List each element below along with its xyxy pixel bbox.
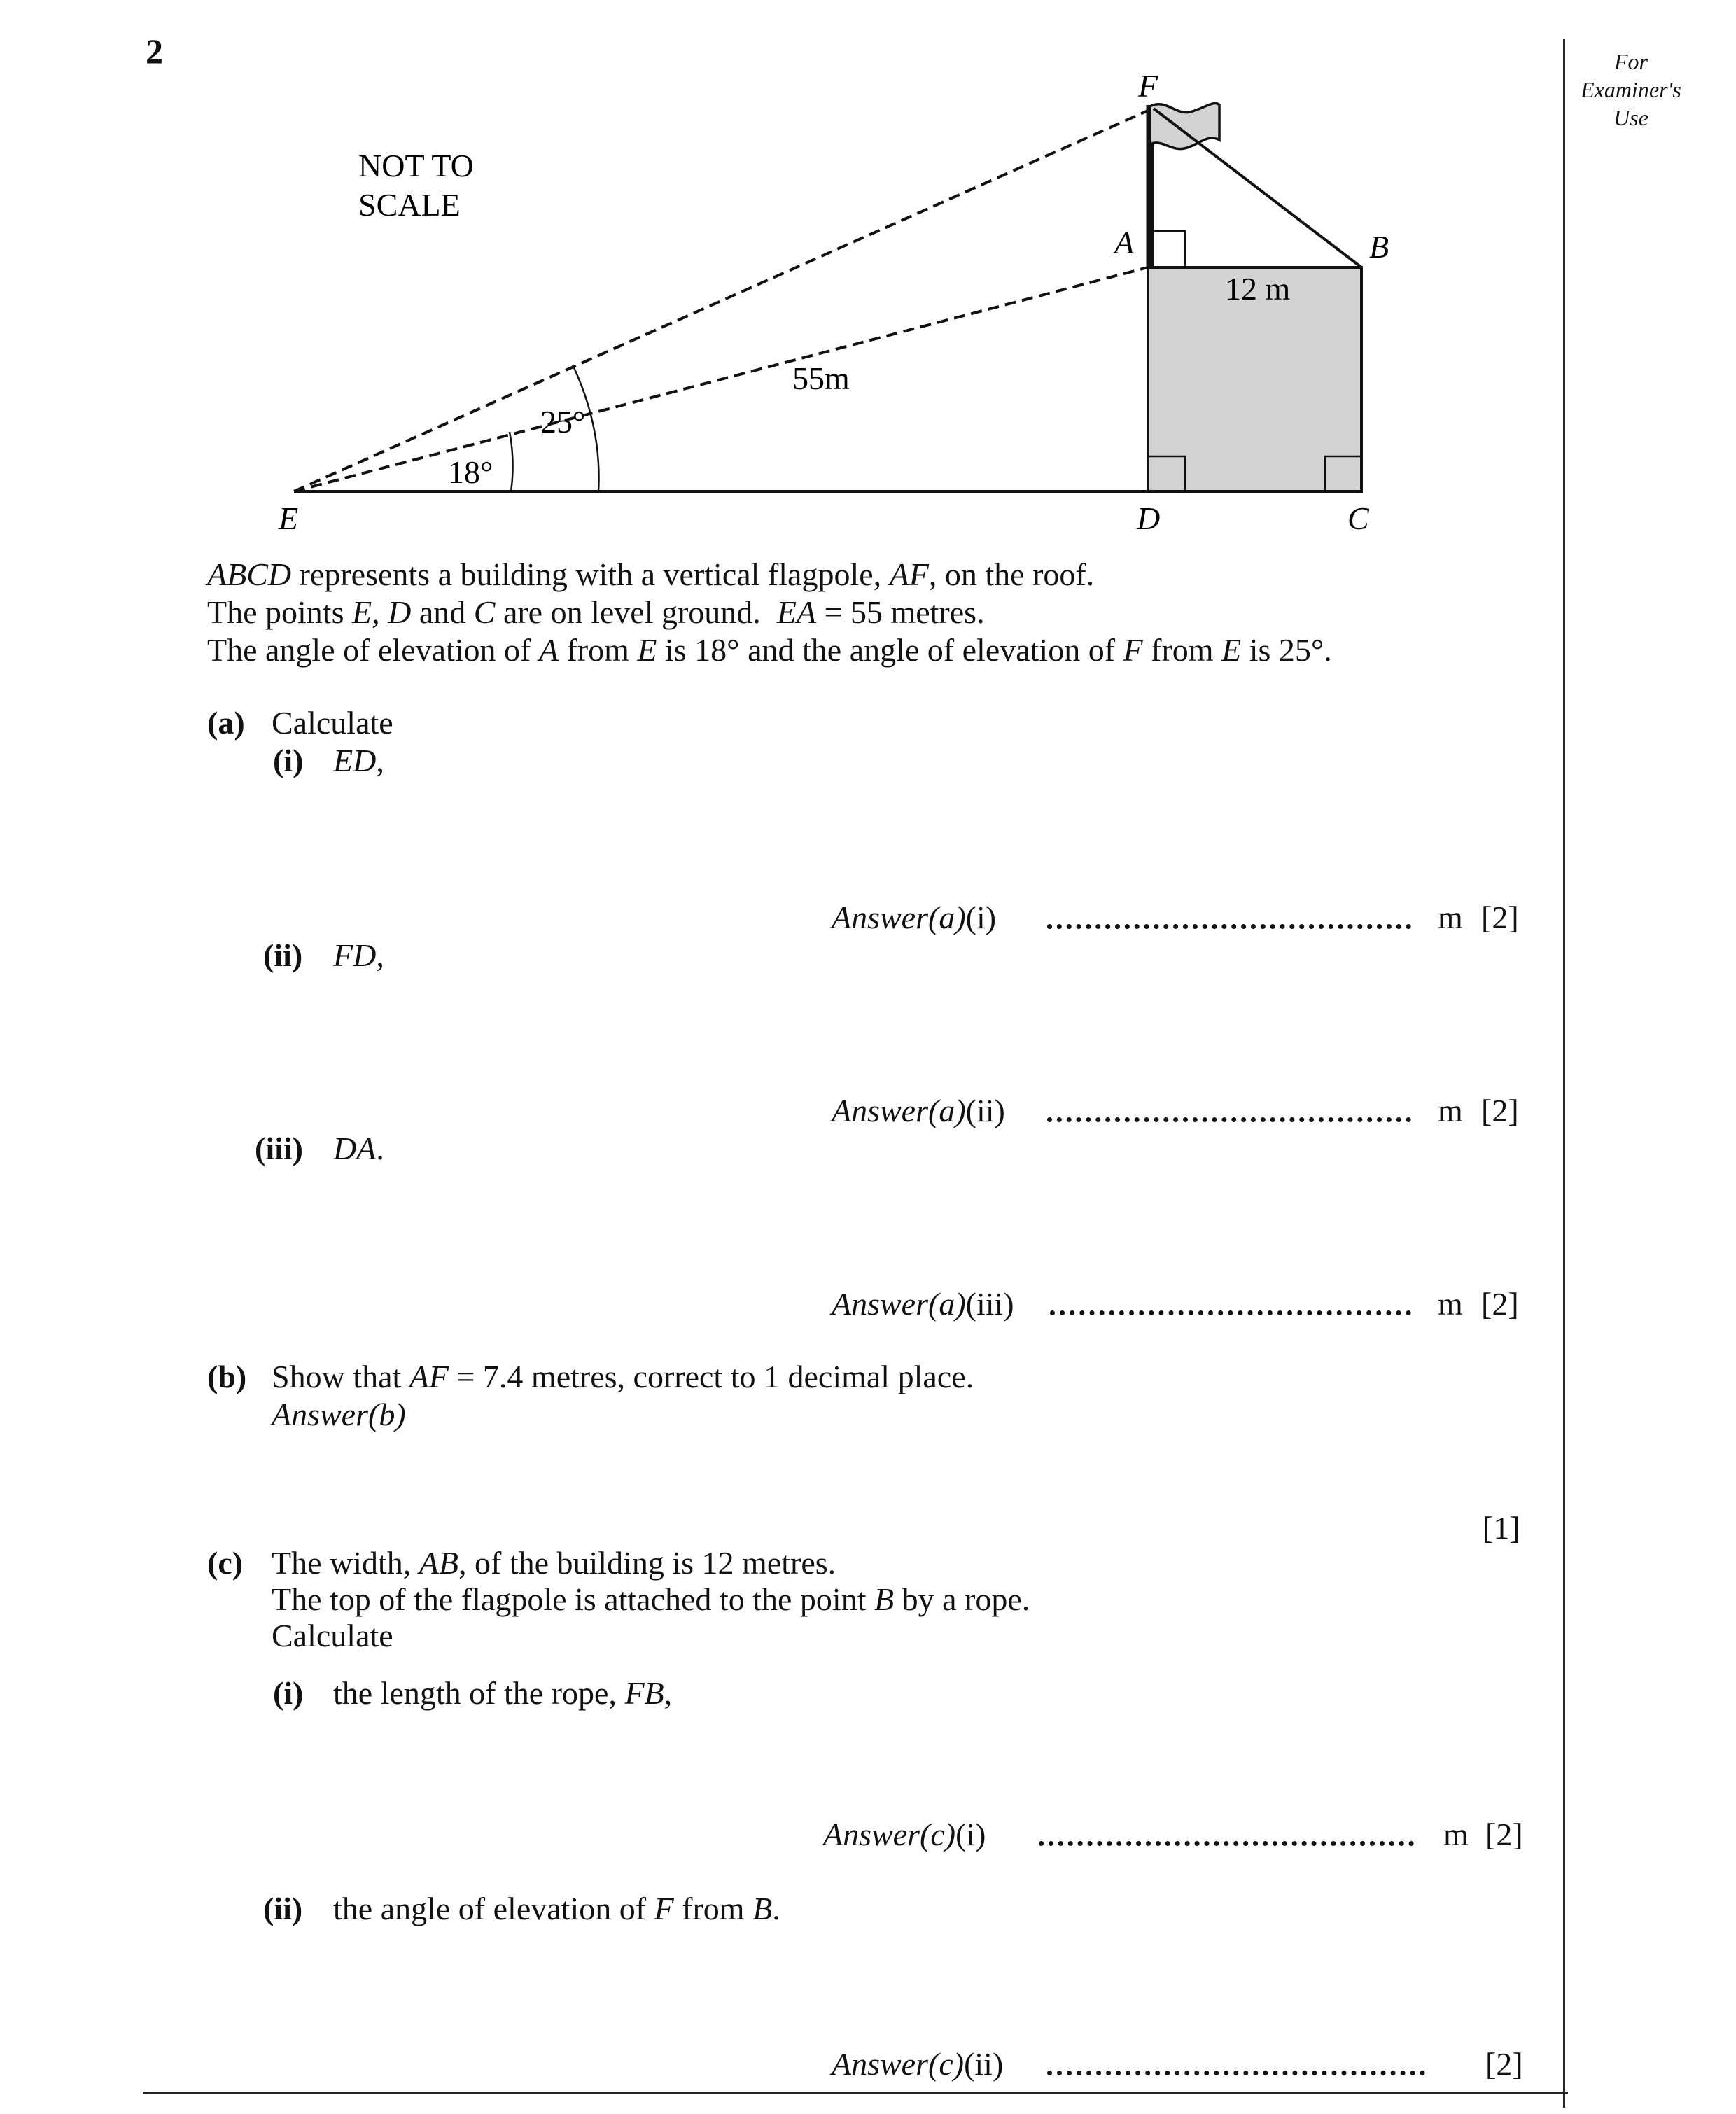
answer-a-i-label xyxy=(832,899,996,937)
not-to-scale-line-1: NOT TO xyxy=(358,148,474,183)
part-c-line-1 xyxy=(272,1544,836,1582)
part-b-text-b: AF xyxy=(409,1359,449,1394)
answer-c-ii-label xyxy=(832,2045,1003,2083)
intro-text: is 25°. xyxy=(1241,632,1332,668)
part-c-i-italic: FB xyxy=(624,1675,664,1711)
answer-a-i-unit: m xyxy=(1438,899,1463,935)
part-b-text xyxy=(272,1358,974,1396)
label-E: E xyxy=(279,500,299,536)
part-c-label: (c) xyxy=(207,1545,244,1581)
intro-line-2 xyxy=(207,594,985,631)
answer-c-ii-field[interactable] xyxy=(1047,2071,1425,2076)
part-b-answer-label: Answer(b) xyxy=(272,1396,406,1432)
intro-text: E xyxy=(1222,632,1242,668)
answer-a-i-marks: [2] xyxy=(1481,899,1519,935)
answer-label: Answer(a) xyxy=(832,899,966,935)
answer-c-i-marks: [2] xyxy=(1485,1816,1523,1852)
answer-a-ii-label xyxy=(832,1092,1005,1130)
part-a-label: (a) xyxy=(207,705,245,741)
part-a-iii-punct: . xyxy=(376,1130,384,1166)
length-label-EA: 55m xyxy=(792,360,850,396)
part-c-i-punct: , xyxy=(664,1675,673,1711)
part-c-i-text xyxy=(333,1674,672,1712)
part-c-ii-text xyxy=(333,1890,780,1928)
answer-suffix: (i) xyxy=(965,899,997,935)
part-a-i-text xyxy=(333,742,384,780)
intro-text: EA xyxy=(776,594,817,630)
label-D: D xyxy=(1137,500,1161,536)
part-a-iii-italic: DA xyxy=(333,1130,377,1166)
part-c-ii-plain-2: from xyxy=(673,1891,753,1926)
answer-a-iii-unit: m xyxy=(1438,1286,1463,1322)
intro-text: F xyxy=(1123,632,1143,668)
intro-text: , on the roof. xyxy=(928,556,1095,592)
intro-text: ABCD xyxy=(207,556,292,592)
part-c-ii-italic: F xyxy=(654,1891,674,1926)
angle-label-18: 18° xyxy=(448,454,493,490)
intro-line-1 xyxy=(207,556,1094,594)
part-c-ii-italic-2: B xyxy=(752,1891,773,1926)
part-c-text: The top of the flagpole is attached to the point xyxy=(272,1581,874,1617)
part-c-text: B xyxy=(874,1581,895,1617)
part-b-marks: [1] xyxy=(1483,1510,1520,1546)
part-a-i-punct: , xyxy=(376,743,384,778)
label-A: A xyxy=(1114,225,1135,260)
part-c-text: by a rope. xyxy=(894,1581,1030,1617)
answer-suffix: (ii) xyxy=(964,2046,1004,2082)
length-label-AB: 12 m xyxy=(1225,271,1291,307)
intro-text: represents a building with a vertical flagpole, xyxy=(291,556,890,592)
intro-text: AF xyxy=(889,556,929,592)
part-a-i-italic: ED xyxy=(333,743,377,778)
answer-a-iii-label xyxy=(832,1285,1014,1323)
answer-c-ii-marks: [2] xyxy=(1485,2046,1523,2082)
building-flagpole-diagram xyxy=(0,0,1736,560)
answer-a-iii-field[interactable] xyxy=(1050,1310,1411,1315)
intro-text: E xyxy=(351,594,372,630)
answer-c-i-unit: m xyxy=(1443,1816,1469,1852)
part-a-ii-italic: FD xyxy=(333,937,377,973)
label-C: C xyxy=(1348,500,1369,536)
part-c-i-plain: the length of the rope, xyxy=(333,1675,625,1711)
part-c-ii-punct: . xyxy=(772,1891,780,1926)
angle-arc-18 xyxy=(510,432,513,491)
part-b-label: (b) xyxy=(207,1359,247,1394)
part-c-ii-plain: the angle of elevation of xyxy=(333,1891,654,1926)
part-a-iii-num: (iii) xyxy=(255,1130,303,1166)
page-number: 2 xyxy=(146,31,163,71)
intro-text: , xyxy=(372,594,388,630)
sight-line-EA xyxy=(294,267,1148,491)
part-a-i-num: (i) xyxy=(273,743,304,778)
intro-text: are on level ground. xyxy=(495,594,777,630)
intro-text: from xyxy=(1142,632,1222,668)
label-F: F xyxy=(1138,68,1158,104)
angle-label-25: 25° xyxy=(540,404,586,440)
intro-text: is 18° and the angle of elevation of xyxy=(657,632,1124,668)
answer-label: Answer(a) xyxy=(832,1286,966,1322)
intro-line-3 xyxy=(207,631,1332,669)
flag-icon xyxy=(1150,103,1219,148)
intro-text: from xyxy=(558,632,638,668)
intro-text: E xyxy=(637,632,657,668)
answer-c-i-field[interactable] xyxy=(1039,1841,1414,1846)
answer-suffix: (i) xyxy=(955,1816,986,1852)
part-a-ii-punct: , xyxy=(376,937,384,973)
intro-text: A xyxy=(538,632,559,668)
answer-a-iii-marks: [2] xyxy=(1481,1286,1519,1322)
intro-text: The angle of elevation of xyxy=(207,632,539,668)
part-c-line-2 xyxy=(272,1581,1030,1618)
intro-text: = 55 metres. xyxy=(816,594,985,630)
intro-text: D xyxy=(388,594,412,630)
not-to-scale-line-2: SCALE xyxy=(358,187,461,223)
part-a-ii-num: (ii) xyxy=(263,937,303,973)
answer-suffix: (ii) xyxy=(965,1093,1005,1128)
intro-text: and xyxy=(411,594,474,630)
part-a-text: Calculate xyxy=(272,705,393,741)
part-c-text: The width, xyxy=(272,1545,419,1581)
part-c-line-3: Calculate xyxy=(272,1618,393,1653)
part-c-text: AB xyxy=(419,1545,458,1581)
answer-label: Answer(c) xyxy=(823,1816,956,1852)
answer-a-ii-unit: m xyxy=(1438,1093,1463,1128)
examiner-line-1: For xyxy=(1614,49,1648,74)
label-B: B xyxy=(1369,229,1390,265)
answer-c-i-label xyxy=(823,1816,986,1854)
part-b-text-a: Show that xyxy=(272,1359,410,1394)
answer-a-ii-marks: [2] xyxy=(1481,1093,1519,1128)
answer-a-ii-field[interactable] xyxy=(1047,1117,1411,1122)
answer-label: Answer(a) xyxy=(832,1093,966,1128)
examiner-line-2: Examiner's xyxy=(1581,77,1681,102)
part-c-i-num: (i) xyxy=(273,1675,304,1711)
answer-suffix: (iii) xyxy=(965,1286,1014,1322)
answer-a-i-field[interactable] xyxy=(1047,924,1411,929)
part-a-ii-text xyxy=(333,937,384,974)
part-c-text: , of the building is 12 metres. xyxy=(458,1545,836,1581)
page-bottom-rule xyxy=(144,2092,1568,2094)
part-b-text-c: = 7.4 metres, correct to 1 decimal place. xyxy=(448,1359,974,1394)
intro-text: The points xyxy=(207,594,352,630)
answer-label: Answer(c) xyxy=(832,2046,965,2082)
intro-text: C xyxy=(473,594,496,630)
examiner-line-3: Use xyxy=(1614,105,1648,130)
part-a-iii-text xyxy=(333,1130,384,1168)
part-c-ii-num: (ii) xyxy=(263,1891,303,1926)
